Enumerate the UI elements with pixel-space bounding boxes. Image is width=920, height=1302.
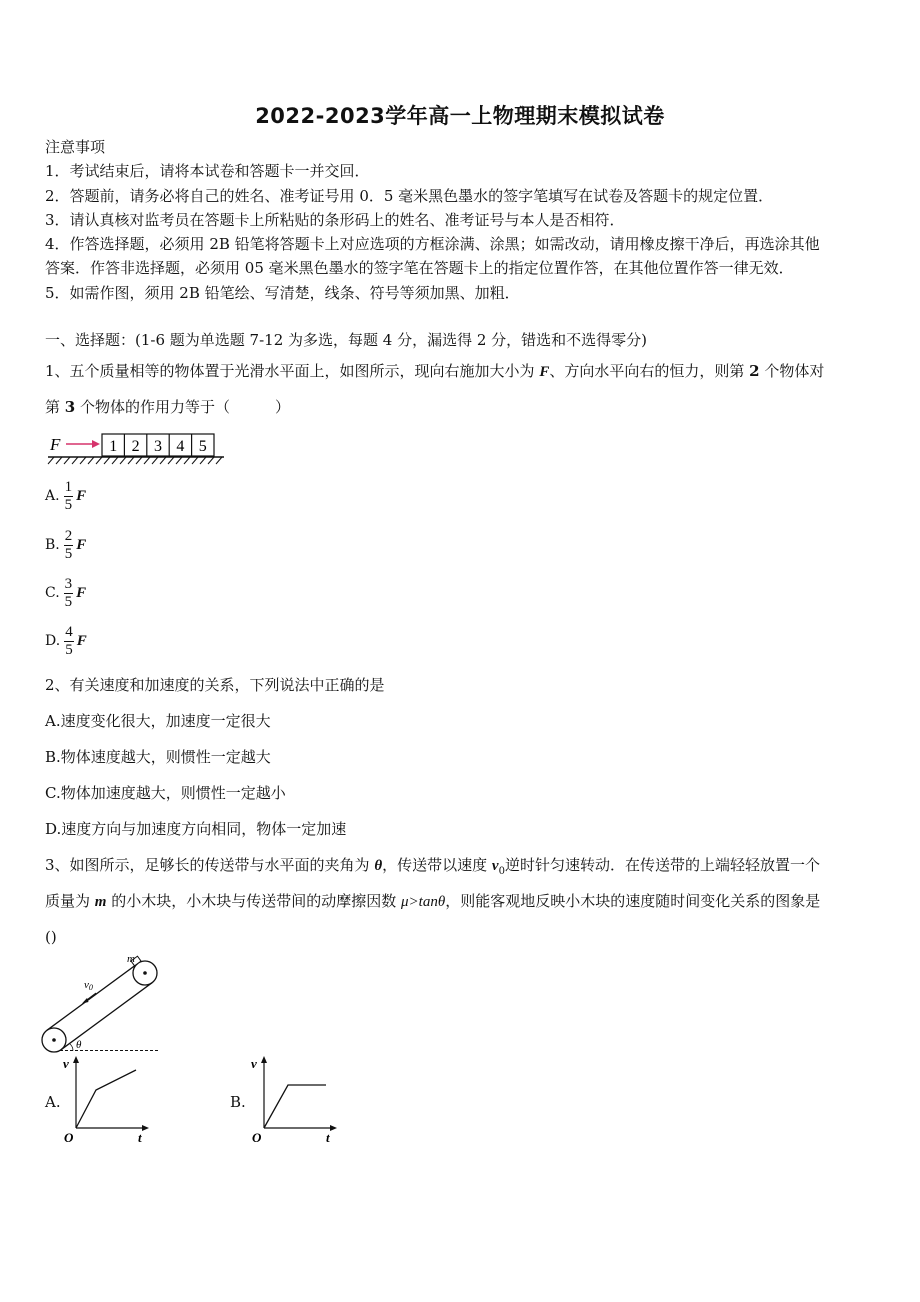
belt-top <box>47 963 138 1030</box>
notice-heading: 注意事项 <box>45 138 106 156</box>
var-f: F <box>539 364 550 380</box>
q3-graph-a <box>60 1052 155 1144</box>
q3-stem-line2: 质量为 m 的小木块，小木块与传送带间的动摩擦因数 μ>tanθ，则能客观地反映小木块的速度随时间变化关系的图象是 <box>45 892 821 910</box>
fraction: $\frac{1}{5}$ <box>64 478 73 513</box>
q2-option-a[interactable]: A.速度变化很大，加速度一定很大 <box>45 712 271 730</box>
q2-option-b[interactable]: B.物体速度越大，则惯性一定越大 <box>45 748 271 766</box>
block-label: 5 <box>198 438 207 455</box>
section-heading: 一、选择题：(1-6 题为单选题 7-12 为多选，每题 4 分，漏选得 2 分，错选和不选得零分) <box>45 331 648 349</box>
axis-label-v: v <box>251 1056 257 1071</box>
notice-item: 5．如需作图，须用 2B 铅笔绘、写清楚，线条、符号等须加黑、加粗． <box>45 284 520 302</box>
belt-bottom <box>61 983 152 1050</box>
q3-conveyor-figure <box>38 952 163 1056</box>
q3-option-b-label[interactable]: B. <box>230 1093 246 1111</box>
axis-label-t: t <box>326 1130 330 1144</box>
force-arrow-head <box>92 440 100 448</box>
fraction: $\frac{3}{5}$ <box>64 575 73 610</box>
axis-label-t: t <box>138 1130 142 1144</box>
notice-item: 4．作答选择题，必须用 2B 铅笔将答题卡上对应选项的方框涂满、涂黑；如需改动，请用橡皮擦干净后，再选涂其他 <box>45 235 820 253</box>
q3-stem-line1: 3、如图所示，足够长的传送带与水平面的夹角为 θ，传送带以速度 $v_0$逆时针匀速转动．在传送带的上端轻轻放置一个 <box>45 856 820 877</box>
q3-graph-b <box>248 1052 343 1144</box>
block-label: 2 <box>131 438 140 455</box>
q3-option-a-label[interactable]: A. <box>45 1093 61 1111</box>
theta-label: θ <box>76 1039 82 1051</box>
notice-item: 2．答题前，请务必将自己的姓名、准考证号用 0．5 毫米黑色墨水的签字笔填写在试卷及答题卡的规定位置． <box>45 187 774 205</box>
velocity-curve <box>76 1070 136 1128</box>
notice-item: 3．请认真核对监考员在答题卡上所粘贴的条形码上的姓名、准考证号与本人是否相符． <box>45 211 625 229</box>
mass-label: m <box>127 953 135 965</box>
block-label: 3 <box>154 438 162 455</box>
q1-option-c[interactable]: C. $\frac{3}{5}$ F <box>45 575 87 610</box>
fraction: $\frac{2}{5}$ <box>64 527 73 562</box>
q1-stem-line1: 1、五个质量相等的物体置于光滑水平面上，如图所示，现向右施加大小为 F、方向水平向右的恒力，则第 2 个物体对 <box>45 362 825 380</box>
ground-hatching <box>48 457 222 464</box>
q1-option-b[interactable]: B. $\frac{2}{5}$ F <box>45 527 87 562</box>
notice-item: 答案．作答非选择题，必须用 05 毫米黑色墨水的签字笔在答题卡上的指定位置作答，在其他位置作答一律无效． <box>45 259 794 277</box>
velocity-label: v0 <box>84 979 93 992</box>
velocity-curve <box>264 1085 326 1128</box>
angle-arc <box>70 1044 73 1051</box>
q1-option-a[interactable]: A. $\frac{1}{5}$ F <box>45 478 87 513</box>
origin-label: O <box>64 1130 74 1144</box>
block-group <box>102 434 214 456</box>
block-label: 4 <box>176 438 185 455</box>
q3-stem-line3: () <box>45 928 57 946</box>
q2-option-d[interactable]: D.速度方向与加速度方向相同，物体一定加速 <box>45 820 347 838</box>
origin-label: O <box>252 1130 262 1144</box>
q1-stem-line2: 第 3 个物体的作用力等于（ ） <box>45 398 290 416</box>
force-label: F <box>50 435 61 454</box>
notice-item: 1．考试结束后，请将本试卷和答题卡一并交回． <box>45 162 370 180</box>
exam-title: 2022-2023学年高一上物理期末模拟试卷 <box>255 104 665 128</box>
q2-stem: 2、有关速度和加速度的关系，下列说法中正确的是 <box>45 676 385 694</box>
axis-label-v: v <box>63 1056 69 1071</box>
block-label: 1 <box>109 438 118 455</box>
q2-option-c[interactable]: C.物体加速度越大，则惯性一定越小 <box>45 784 286 802</box>
q1-blocks-figure <box>44 430 229 466</box>
q1-option-d[interactable]: D. $\frac{4}{5}$ F <box>45 623 87 658</box>
fraction: $\frac{4}{5}$ <box>65 623 73 658</box>
